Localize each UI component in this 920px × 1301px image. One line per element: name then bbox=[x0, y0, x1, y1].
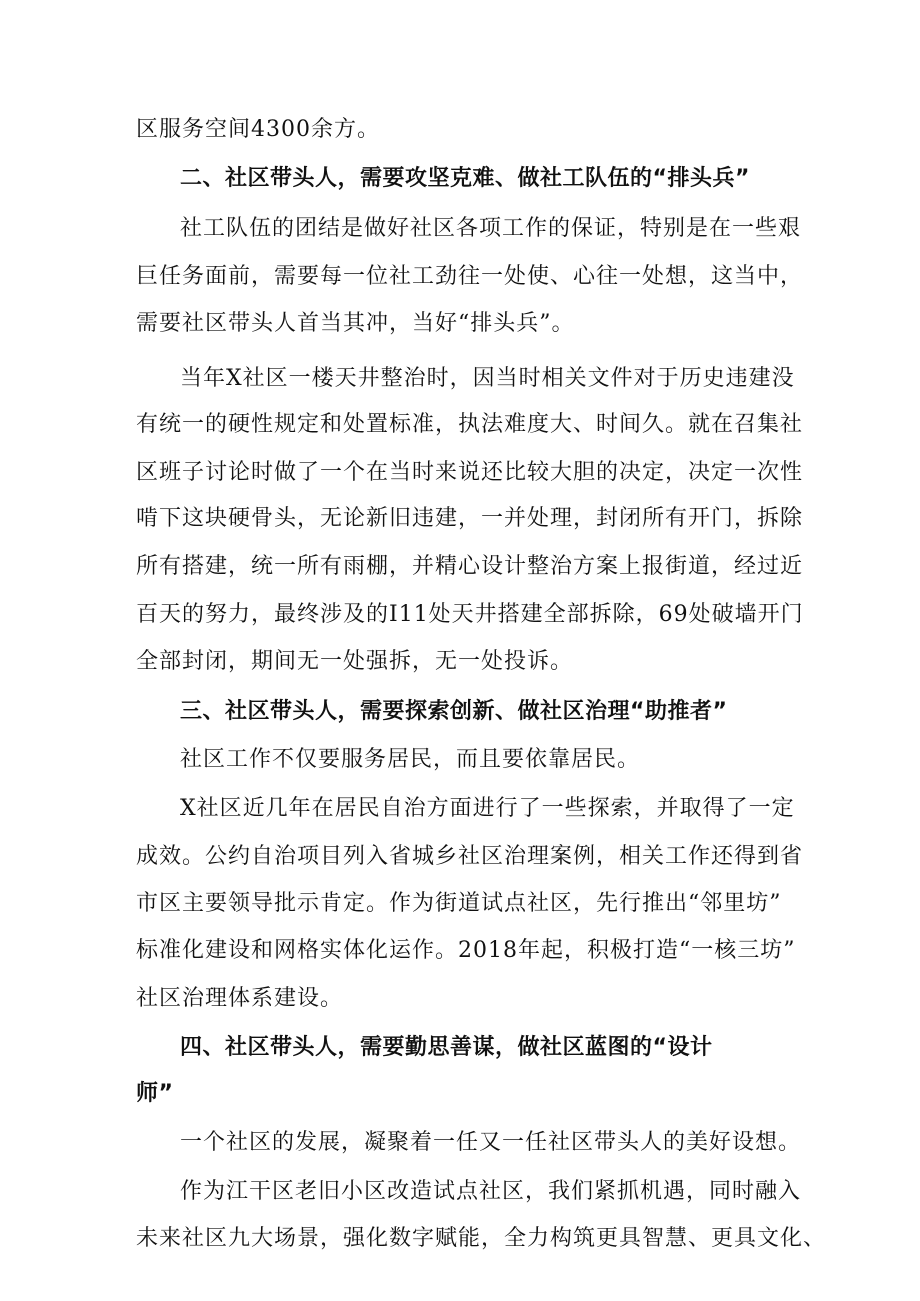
paragraph-line: 当年X社区一楼天井整治时，因当时相关文件对于历史违建没 bbox=[180, 366, 795, 391]
paragraph-line: 百天的努力，最终涉及的I11处天井搭建全部拆除，69处破墙开门 bbox=[136, 602, 804, 627]
paragraph-line: 一个社区的发展，凝聚着一任又一任社区带头人的美好设想。 bbox=[180, 1130, 802, 1155]
paragraph-line: 巨任务面前，需要每一位社工劲往一处使、心往一处想，这当中， bbox=[136, 264, 804, 289]
paragraph-line: 社区工作不仅要服务居民，而且要依靠居民。 bbox=[180, 747, 641, 772]
paragraph-line: 区班子讨论时做了一个在当时来说还比较大胆的决定，决定一次性 bbox=[136, 460, 804, 485]
paragraph-line: 啃下这块硬骨头，无论新旧违建，一并处理，封闭所有开门，拆除 bbox=[136, 506, 804, 531]
paragraph-line: 标准化建设和网格实体化运作。2018年起，积极打造“一核三坊” bbox=[136, 938, 796, 963]
section-heading-2: 二、社区带头人，需要攻坚克难、做社工队伍的“排头兵” bbox=[180, 166, 750, 191]
paragraph-line: 有统一的硬性规定和处置标准，执法难度大、时间久。就在召集社 bbox=[136, 412, 804, 437]
paragraph-line: 社工队伍的团结是做好社区各项工作的保证，特别是在一些艰 bbox=[180, 216, 802, 241]
paragraph-line: 社区治理体系建设。 bbox=[136, 986, 344, 1011]
section-heading-4-continued: 师” bbox=[136, 1081, 174, 1106]
section-heading-4: 四、社区带头人，需要勤思善谋，做社区蓝图的“设计 bbox=[180, 1035, 713, 1060]
paragraph-line: 所有搭建，统一所有雨棚，并精心设计整治方案上报街道，经过近 bbox=[136, 554, 804, 579]
paragraph-line: 区服务空间4300余方。 bbox=[136, 117, 380, 142]
paragraph-line: 未来社区九大场景，强化数字赋能，全力构筑更具智慧、更具文化、 bbox=[136, 1226, 827, 1251]
paragraph-line: 作为江干区老旧小区改造试点社区，我们紧抓机遇，同时融入 bbox=[180, 1179, 802, 1204]
section-heading-3: 三、社区带头人，需要探索创新、做社区治理“助推者” bbox=[180, 699, 728, 724]
paragraph-line: 全部封闭，期间无一处强拆，无一处投诉。 bbox=[136, 649, 574, 674]
paragraph-line: 成效。公约自治项目列入省城乡社区治理案例，相关工作还得到省 bbox=[136, 844, 804, 869]
paragraph-line: X社区近几年在居民自治方面进行了一些探索，并取得了一定 bbox=[180, 796, 795, 821]
paragraph-line: 需要社区带头人首当其冲，当好“排头兵”。 bbox=[136, 311, 575, 336]
paragraph-line: 市区主要领导批示肯定。作为街道试点社区，先行推出“邻里坊” bbox=[136, 891, 782, 916]
